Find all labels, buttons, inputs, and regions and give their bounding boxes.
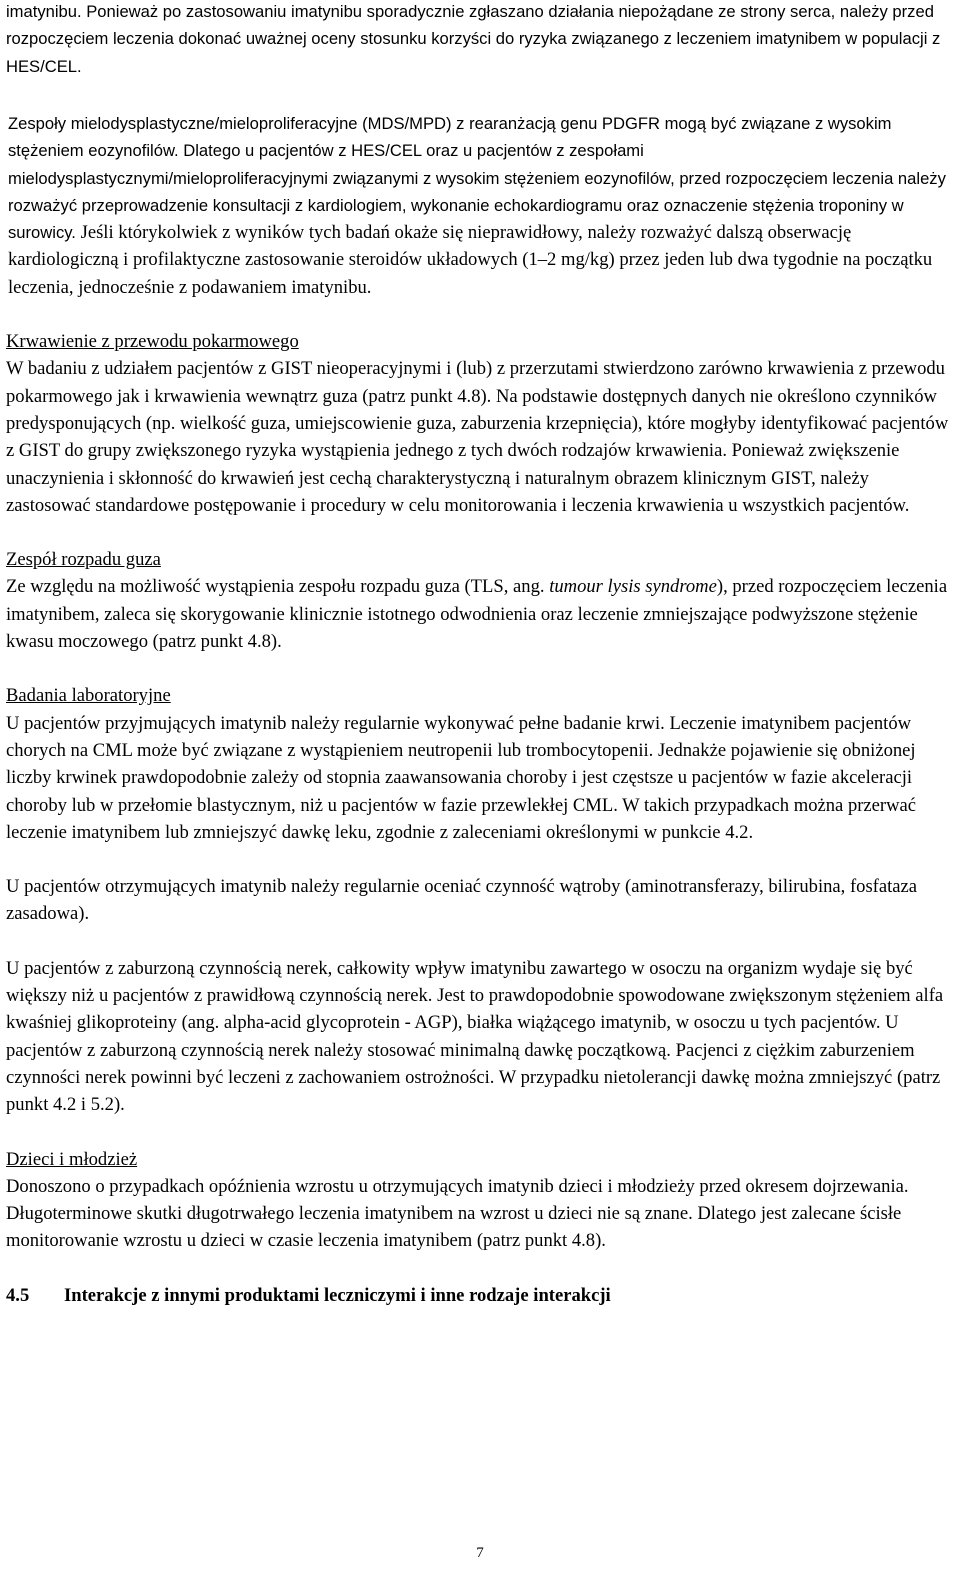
- tls-text-before: Ze względu na możliwość wystąpienia zespołu rozpadu guza (TLS, ang.: [6, 576, 550, 598]
- tls-section: [6, 546, 952, 655]
- bleeding-section: [6, 328, 952, 519]
- tls-text-italic: tumour lysis syndrome: [549, 576, 717, 598]
- liver-paragraph: U pacjentów otrzymujących imatynib należy regularnie oceniać czynność wątroby (aminotransferazy, bilirubina, fosfataza zasadowa).: [6, 876, 918, 925]
- kidney-paragraph: U pacjentów z zaburzoną czynnością nerek, całkowity wpływ imatynibu zawartego w osoczu na organizm wydaje się być większy niż u pacjentów z prawidłową czynnością nerek. Jest to prawdopodobnie spowodowane zwiększonym stężeniem alfa kwaśniej glikoproteiny (ang. alpha-acid glycoprotein - AGP), białka wiążącego imatynib, w osoczu u tych pacjentów. U pacjentów z zaburzoną czynnością nerek należy stosować minimalną dawkę początkową. Pacjenci z ciężkim zaburzeniem czynności nerek powinni być leczeni z zachowaniem ostrożności. W przypadku nietolerancji dawkę można zmniejszyć (patrz punkt 4.2 i 5.2).: [6, 957, 944, 1116]
- intro-paragraph: imatynibu. Ponieważ po zastosowaniu imatynibu sporadycznie zgłaszano działania niepożądane ze strony serca, należy przed rozpoczęciem leczenia dokonać uważnej oceny stosunku korzyści do ryzyka związanego z leczeniem imatynibem w populacji z HES/CEL.: [6, 2, 941, 76]
- tls-heading: Zespół rozpadu guza: [6, 549, 161, 571]
- children-paragraph: Donoszono o przypadkach opóźnienia wzrostu u otrzymujących imatynib dzieci i młodzieży przed okresem dojrzewania. Długoterminowe skutki długotrwałego leczenia imatynibem na wzrost u dzieci nie są znane. Dlatego jest zalecane ścisłe monitorowanie wzrostu u dzieci w czasie leczenia imatynibem (patrz punkt 4.8).: [6, 1175, 909, 1252]
- tls-paragraph: [6, 573, 952, 655]
- intro-block: [6, 0, 952, 80]
- section-title: Interakcje z innymi produktami leczniczymi i inne rodzaje interakcji: [64, 1284, 611, 1306]
- lab-paragraph: U pacjentów przyjmujących imatynib należy regularnie wykonywać pełne badanie krwi. Leczenie imatynibem pacjentów chorych na CML może być związane z wystąpieniem neutropenii lub trombocytopenii. Jednakże pojawienie się obniżonej liczby krwinek prawdopodobnie zależy od stopnia zaawansowania choroby i jest częstsze u pacjentów w fazie akceleracji choroby lub w przełomie blastycznym, niż u pacjentów w fazie przewlekłej CML. W takich przypadkach można przerwać leczenie imatynibem lub zmniejszyć dawkę leku, zgodnie z zaleceniami określonymi w punkcie 4.2.: [6, 712, 917, 843]
- bleeding-paragraph: W badaniu z udziałem pacjentów z GIST nieoperacyjnymi i (lub) z przerzutami stwierdzono zarówno krwawienia z przewodu pokarmowego jak i krwawienia wewnątrz guza (patrz punkt 4.8). Na podstawie dostępnych danych nie określono czynników predysponujących (np. wielkość guza, umiejscowienie guza, zaburzenia krzepnięcia), które mogłyby identyfikować pacjentów z GIST do grupy zwiększonego ryzyka wystąpienia jednego z tych dwóch rodzajów krwawienia. Ponieważ zwiększenie unaczynienia i skłonność do krwawień jest cechą charakterystyczną i naturalnym obrazem klinicznym GIST, należy zastosować standardowe postępowanie i procedury w celu monitorowania i leczenia krwawienia u wszystkich pacjentów.: [6, 358, 949, 516]
- lab-heading: Badania laboratoryjne: [6, 685, 171, 707]
- bleeding-heading: Krwawienie z przewodu pokarmowego: [6, 331, 299, 353]
- document-body: [6, 110, 952, 1309]
- page-number: 7: [476, 1545, 484, 1561]
- section-heading: [6, 1282, 952, 1309]
- mds-paragraph: [8, 110, 952, 301]
- mds-sans-text: Zespoły mielodysplastyczne/mieloproliferacyjne (MDS/MPD) z rearanżacją genu PDGFR mogą być związane z wysokim stężeniem eozynofilów. Dlatego u pacjentów z HES/CEL oraz u pacjentów z zespołami mielodysplastycznymi/mieloproliferacyjnymi związanymi z wysokim stężeniem eozynofilów, przed rozpoczęciem leczenia należy rozważyć przeprowadzenie konsultacji z kardiologiem, wykonanie echokardiogramu oraz oznaczenie stężenia troponiny w surowicy.: [8, 114, 946, 243]
- children-heading: Dzieci i młodzież: [6, 1148, 138, 1170]
- mds-serif-text: Jeśli którykolwiek z wyników tych badań okaże się nieprawidłowy, należy rozważyć dalszą obserwację kardiologiczną i profilaktyczne zastosowanie steroidów układowych (1–2 mg/kg) przez jeden lub dwa tygodnie na początku leczenia, jednocześnie z podawaniem imatynibu.: [8, 222, 933, 298]
- lab-section: [6, 682, 952, 846]
- section-number: 4.5: [6, 1284, 30, 1306]
- tls-text-after: ), przed rozpoczęciem leczenia imatynibem, zaleca się skorygowanie klinicznie istotnego odwodnienia oraz leczenie zmniejszające podwyższone stężenie kwasu moczowego (patrz punkt 4.8).: [6, 576, 948, 653]
- children-section: [6, 1146, 952, 1255]
